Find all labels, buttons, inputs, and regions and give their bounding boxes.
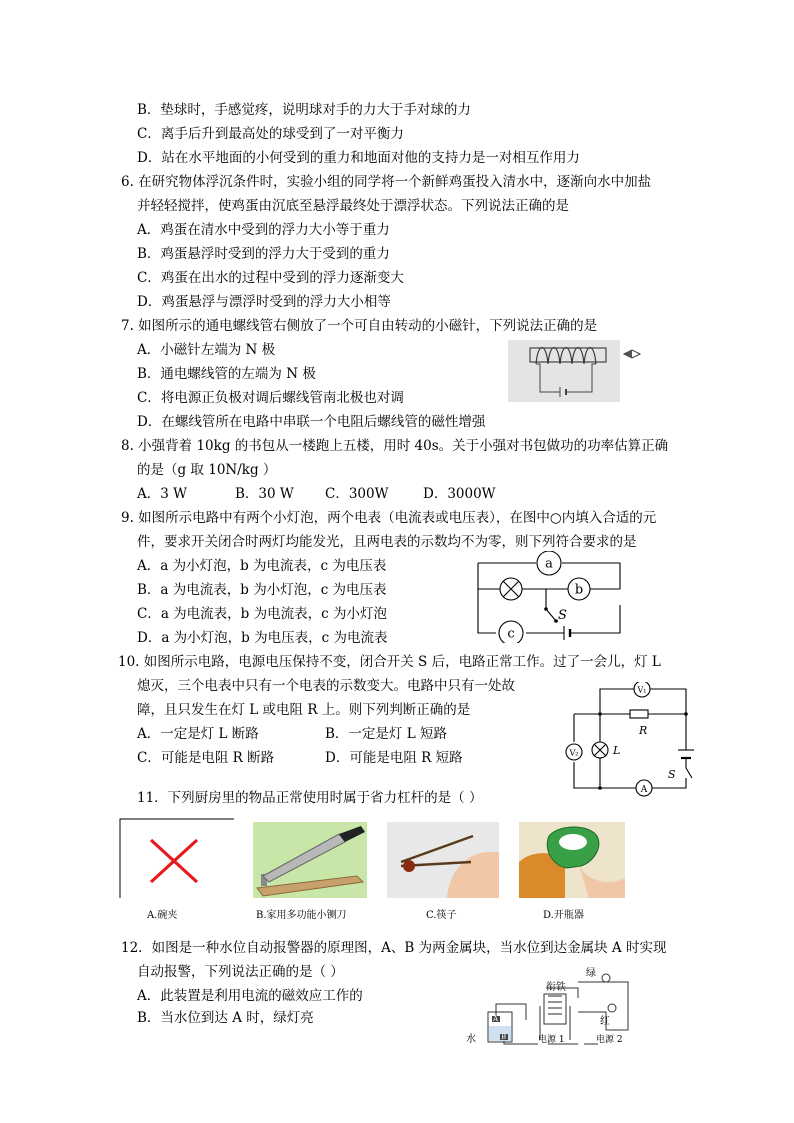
- q8-option-c: C．300W: [325, 486, 389, 502]
- q7-option-b: B．通电螺线管的左端为 N 极: [137, 366, 316, 382]
- q7-stem: 7. 如图所示的通电螺线管右侧放了一个可自由转动的小磁针，下列说法正确的是: [121, 318, 598, 334]
- q8-option-b: B．30 W: [235, 486, 294, 502]
- food-icon: [403, 860, 415, 872]
- q10-option-c: C．可能是电阻 R 断路: [137, 750, 275, 766]
- q9-stem-line2: 件，要求开关闭合时两灯均能发光，且两电表的示数均不为零，则下列符合要求的是: [137, 534, 637, 550]
- q10-stem-line3: 障，且只发生在灯 L 或电阻 R 上。则下列判断正确的是: [137, 702, 471, 718]
- meter-c-label: c: [507, 626, 515, 642]
- q11-image-d-bottle-opener: [519, 822, 625, 898]
- q12-option-a: A．此装置是利用电流的磁效应工作的: [137, 988, 363, 1004]
- inner-wire: [478, 589, 620, 621]
- q11-image-c-chopsticks: [387, 822, 499, 898]
- q9-option-b: B．a 为电流表，b 为小灯泡，c 为电压表: [137, 582, 387, 598]
- q8-option-a: A．3 W: [137, 486, 188, 502]
- point-b-label: B: [501, 1033, 507, 1041]
- q10-stem-line1: 10. 如图所示电路，电源电压保持不变，闭合开关 S 后，电路正常工作。过了一会儿，灯 L: [118, 654, 661, 670]
- q11-image-a-missing: [119, 818, 235, 898]
- q9-option-c: C．a 为电流表，b 为电流表，c 为小灯泡: [137, 606, 387, 622]
- q8-stem-line1: 8. 小强背着 10kg 的书包从一楼跑上五楼，用时 40s。关于小强对书包做功的功率估算正确: [121, 438, 669, 454]
- lamp-cross: [594, 744, 606, 756]
- q11-caption-b: B.家用多功能小铡刀: [256, 910, 347, 921]
- meter-a-label: a: [545, 556, 553, 572]
- q9-option-a: A．a 为小灯泡，b 为电流表，c 为电压表: [137, 558, 387, 574]
- switch-label: S: [558, 608, 567, 623]
- ammeter-label: A: [640, 785, 648, 795]
- switch-label: S: [668, 768, 676, 781]
- v2-label: V₂: [569, 748, 579, 758]
- green-lamp-icon: [602, 974, 610, 982]
- q6-option-c: C．鸡蛋在出水的过程中受到的浮力逐渐变大: [137, 270, 404, 286]
- power1-label: 电源 1: [538, 1035, 565, 1045]
- q7-option-d: D．在螺线管所在电路中串联一个电阻后螺线管的磁性增强: [137, 414, 486, 430]
- point-a-label: A: [493, 1015, 499, 1023]
- q8-stem-line2: 的是（g 取 10N/kg ）: [137, 462, 277, 478]
- armature-label: 衔铁: [546, 982, 566, 993]
- q8-option-d: D．3000W: [423, 486, 496, 502]
- q12-stem-line1: 12．如图是一种水位自动报警器的原理图，A、B 为两金属块，当水位到达金属块 A 时实现: [121, 940, 667, 956]
- q12-alarm-figure: [466, 964, 636, 1048]
- switch-wire: [686, 758, 692, 778]
- q9-stem-line1: 9. 如图所示电路中有两个小灯泡，两个电表（电流表或电压表），在图中○内填入合适的元: [121, 510, 657, 526]
- resistor-label: R: [639, 724, 648, 737]
- v1-label: V₁: [637, 685, 647, 695]
- top-wire: [574, 714, 686, 750]
- electromagnet-icon: [544, 994, 566, 1024]
- q10-option-a: A．一定是灯 L 断路: [137, 726, 259, 742]
- resistor-r: [630, 710, 648, 718]
- q6-stem-line2: 并轻轻搅拌，使鸡蛋由沉底至悬浮最终处于漂浮状态。下列说法正确的是: [137, 198, 569, 214]
- q11-caption-c: C.筷子: [426, 910, 457, 921]
- q11-caption-d: D.开瓶器: [543, 910, 584, 921]
- q11-stem: 11．下列厨房里的物品正常使用时属于省力杠杆的是（ ）: [137, 790, 483, 806]
- outer-wire: [478, 563, 620, 633]
- lamp-label: L: [613, 744, 621, 757]
- q6-option-d: D．鸡蛋悬浮与漂浮时受到的浮力大小相等: [137, 294, 391, 310]
- meter-b-label: b: [574, 582, 584, 598]
- q10-option-b: B．一定是灯 L 短路: [325, 726, 447, 742]
- q12-stem-line2: 自动报警，下列说法正确的是（ ）: [137, 964, 344, 980]
- q5-option-c: C．离手后升到最高处的球受到了一对平衡力: [137, 126, 404, 142]
- q10-option-d: D．可能是电阻 R 短路: [325, 750, 463, 766]
- q6-option-a: A．鸡蛋在清水中受到的浮力大小等于重力: [137, 222, 390, 238]
- q5-option-d: D．站在水平地面的小何受到的重力和地面对他的支持力是一对相互作用力: [137, 150, 580, 166]
- q7-option-a: A．小磁针左端为 N 极: [137, 342, 276, 358]
- q10-stem-line2: 熄灭，三个电表中只有一个电表的示数变大。电路中只有一处故: [137, 678, 515, 694]
- red-label: 红: [600, 1016, 610, 1027]
- q11-image-b-guillotine: [253, 822, 367, 898]
- q7-option-c: C．将电源正负极对调后螺线管南北极也对调: [137, 390, 404, 406]
- bulb-cross: [503, 581, 519, 597]
- broken-image-cross-icon: [151, 840, 197, 882]
- q12-option-b: B．当水位到达 A 时，绿灯亮: [137, 1010, 314, 1026]
- q5-option-b: B．垫球时，手感觉疼，说明球对手的力大于手对球的力: [137, 102, 471, 118]
- red-lamp-icon: [608, 1004, 616, 1012]
- green-label: 绿: [586, 968, 596, 979]
- q6-option-b: B．鸡蛋悬浮时受到的浮力大于受到的重力: [137, 246, 390, 262]
- q7-solenoid-figure: [508, 340, 648, 402]
- water-label: 水: [466, 1034, 476, 1045]
- power2-label: 电源 2: [596, 1035, 623, 1045]
- figure-background: [508, 340, 620, 402]
- q9-option-d: D．a 为小灯泡，b 为电压表，c 为电流表: [137, 630, 388, 646]
- q10-circuit-figure: [560, 682, 694, 802]
- q11-caption-a: A.碗夹: [147, 910, 178, 921]
- q6-stem-line1: 6. 在研究物体浮沉条件时，实验小组的同学将一个新鲜鸡蛋投入清水中，逐渐向水中加盐: [121, 174, 652, 190]
- q9-circuit-figure: [472, 551, 632, 643]
